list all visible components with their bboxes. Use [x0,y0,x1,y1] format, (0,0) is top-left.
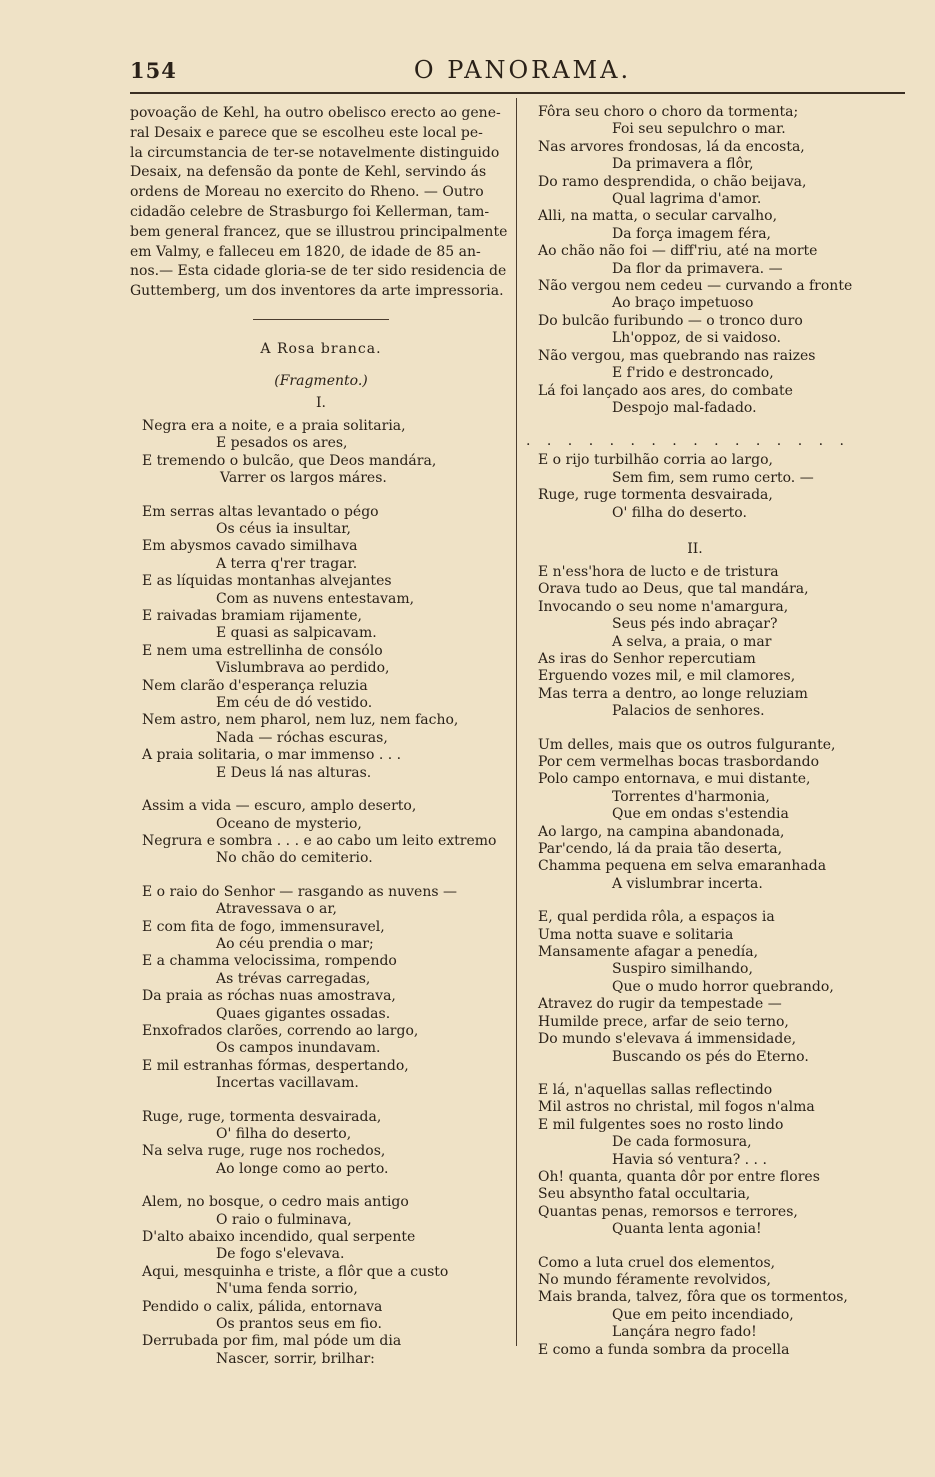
verse-line: Oceano de mysterio, [216,815,362,832]
section-numeral-2: II. [687,540,703,557]
verse-line: Seus pés indo abraçar? [612,616,778,633]
verse-line: D'alto abaixo incendido, qual serpente [142,1229,416,1246]
prose-line: bem general francez, que se illustrou principalmente [130,223,508,240]
verse-line: E Deus lá nas alturas. [216,764,372,781]
stanza [130,884,512,1093]
verse-line: As trévas carregadas, [216,970,371,987]
verse-line: Pendido o calix, pálida, entornava [142,1298,383,1315]
verse-line: Em abysmos cavado similhava [142,538,358,555]
stanza [130,504,512,783]
verse-line: Alem, no bosque, o cedro mais antigo [142,1194,409,1211]
verse-line: Enxofrados clarões, correndo ao largo, [142,1022,419,1039]
verse-line: Buscando os pés do Eterno. [612,1048,809,1065]
verse-line: E lá, n'aquellas sallas reflectindo [538,1081,773,1098]
right-column [526,104,864,1375]
verse-line: Negra era a noite, e a praia solitaria, [142,417,406,434]
verse-line: N'uma fenda sorrio, [216,1281,358,1298]
verse-line: Par'cendo, lá da praia tão deserta, [538,841,783,858]
verse-line: Oh! quanta, quanta dôr por entre flores [538,1168,820,1185]
verse-line: Polo campo entornava, e mui distante, [538,771,811,788]
page-number: 154 [130,58,177,83]
prose-line: ral Desaix e parece que se escolheu este local pe- [130,124,483,141]
journal-title: O PANORAMA. [413,56,632,84]
verse-line: Um delles, mais que os outros fulgurante, [538,736,836,753]
verse-line: E com fita de fogo, immensuravel, [142,918,385,935]
stanza [526,104,864,417]
verse-line: Humilde prece, arfar de seio terno, [538,1013,789,1030]
verse-line: No mundo féramente revolvidos, [538,1271,771,1288]
verse-line: No chão do cemiterio. [216,850,373,867]
verse-line: Invocando o seu nome n'amargura, [538,598,789,615]
verse-line: E o raio do Senhor — rasgando as nuvens — [142,883,457,900]
verse-line: Quanta lenta agonia! [612,1221,762,1238]
poem-title: A Rosa branca. [260,340,382,357]
verse-line: E raivadas bramiam rijamente, [142,608,363,625]
verse-line: Ao braço impetuoso [612,295,754,312]
verse-line: E mil fulgentes soes no rosto lindo [538,1116,784,1133]
poem-stanzas-right-b [526,452,864,522]
verse-line: A praia solitaria, o mar immenso . . . [142,747,402,764]
verse-line: Quaes gigantes ossadas. [216,1005,391,1022]
verse-line: Nem clarão d'esperança reluzia [142,677,368,694]
verse-line: A terra q'rer tragar. [216,555,358,572]
prose-line: em Valmy, e falleceu em 1820, de idade de 85 an- [130,243,481,260]
verse-line: Em céu de dó vestido. [216,695,373,712]
verse-line: Lh'oppoz, de si vaidoso. [612,330,781,347]
verse-line: Derrubada por fim, mal póde um dia [142,1333,402,1350]
verse-line: Da primavera a flôr, [612,156,754,173]
verse-line: Qual lagrima d'amor. [612,191,762,208]
verse-line: Que o mudo horror quebrando, [612,978,834,995]
verse-line: Como a luta cruel dos elementos, [538,1254,776,1271]
verse-line: E o rijo turbilhão corria ao largo, [538,452,773,469]
verse-line: Atravessava o ar, [216,901,337,918]
verse-line: Lançára negro fado! [612,1324,757,1341]
verse-line: E como a funda sombra da procella [538,1341,790,1358]
verse-line: De fogo s'elevava. [216,1246,345,1263]
verse-line: Nem astro, nem pharol, nem luz, nem facho, [142,712,459,729]
verse-line: E pesados os ares, [216,435,348,452]
verse-line: Assim a vida — escuro, amplo deserto, [142,798,417,815]
verse-line: Mansamente afagar a penedía, [538,944,759,961]
prose-line: ordens de Moreau no exercito do Rheno. — Outro [130,184,484,201]
verse-line: Da força imagem féra, [612,225,771,242]
verse-line: Erguendo vozes mil, e mil clamores, [538,668,796,685]
verse-line: Na selva ruge, ruge nos rochedos, [142,1143,386,1160]
verse-line: Lá foi lançado aos ares, do combate [538,382,793,399]
verse-line: O' filha do deserto. [612,504,747,521]
verse-line: Os prantos seus em fio. [216,1316,382,1333]
verse-line: Com as nuvens entestavam, [216,590,415,607]
verse-line: Aqui, mesquinha e triste, a flôr que a custo [142,1263,449,1280]
verse-line: Ao céu prendia o mar; [216,935,374,952]
verse-line: O' filha do deserto, [216,1126,352,1142]
verse-line: Quantas penas, remorsos e terrores, [538,1203,798,1220]
stanza [526,1255,864,1359]
stanza [526,737,864,894]
verse-line: O raio o fulminava, [216,1211,352,1228]
poem-stanzas-right-a [526,104,864,417]
verse-line: Ao longe como ao perto. [216,1160,389,1177]
verse-line: Nas arvores frondosas, lá da encosta, [538,138,805,155]
verse-line: Incertas vacillavam. [216,1075,359,1092]
stanza [130,798,512,868]
verse-line: Alli, na matta, o secular carvalho, [538,208,778,225]
stanza [130,418,512,488]
verse-line: Ruge, ruge tormenta desvairada, [538,487,773,504]
verse-line: Da praia as róchas nuas amostrava, [142,988,396,1005]
verse-line: Havia só ventura? . . . [612,1151,767,1168]
verse-line: Os céus ia insultar, [216,521,351,537]
section-numeral-1: I. [316,394,326,411]
verse-line: Que em ondas s'estendia [612,806,789,823]
poem-stanzas-right-c [526,564,864,1359]
verse-line: Do ramo desprendida, o chão beijava, [538,173,807,190]
verse-line: Palacios de senhores. [612,703,765,720]
left-column [130,104,512,1384]
verse-line: Uma notta suave e solitaria [538,926,734,943]
verse-line: Não vergou, mas quebrando nas raizes [538,347,816,364]
verse-line: E n'ess'hora de lucto e de tristura [538,563,779,580]
section-separator [253,319,389,320]
verse-line: Em serras altas levantado o pégo [142,503,379,520]
verse-line: As iras do Senhor repercutiam [538,650,756,667]
prose-line: cidadão celebre de Strasburgo foi Kellerman, tam- [130,203,490,220]
verse-line: Mais branda, talvez, fôra que os tormentos, [538,1289,848,1306]
verse-line: Do mundo s'elevava á immensidade, [538,1031,797,1048]
verse-line: Seu absyntho fatal occultaria, [538,1186,751,1203]
verse-line: Que em peito incendiado, [612,1306,794,1323]
verse-line: Ruge, ruge, tormenta desvairada, [142,1108,382,1125]
verse-line: Varrer os largos máres. [220,470,387,487]
verse-line: Nascer, sorrir, brilhar: [216,1350,375,1367]
verse-line: Chamma pequena em selva emaranhada [538,858,827,875]
verse-line: A vislumbrar incerta. [612,875,763,892]
stanza [526,1082,864,1239]
stanza [130,1109,512,1179]
stanza [526,564,864,721]
verse-line: Do bulcão furibundo — o tronco duro [538,312,803,329]
prose-line: la circumstancia de ter-se notavelmente distinguido [130,144,500,161]
verse-line: Mil astros no christal, mil fogos n'alma [538,1099,815,1116]
verse-line: E nem uma estrellinha de consólo [142,642,383,659]
verse-line: Não vergou nem cedeu — curvando a fronte [538,278,853,295]
stanza [526,452,864,522]
verse-line: Despojo mal-fadado. [612,399,757,416]
poem-subtitle: (Fragmento.) [274,372,368,389]
verse-line: Por cem vermelhas bocas trasbordando [538,754,820,770]
verse-line: Suspiro similhando, [612,961,753,978]
poem-stanzas-left [130,418,512,1368]
prose-paragraph [130,104,512,302]
verse-line: E, qual perdida rôla, a espaços ia [538,909,775,926]
verse-line: E a chamma velocissima, rompendo [142,953,397,970]
verse-line: Ao largo, na campina abandonada, [538,823,785,840]
verse-line: De cada formosura, [612,1134,752,1151]
verse-line: E as líquidas montanhas alvejantes [142,573,392,590]
verse-line: Vislumbrava ao perdido, [216,660,390,677]
verse-line: Atravez do rugir da tempestade — [538,996,782,1013]
stanza [130,1194,512,1368]
verse-line: Torrentes d'harmonia, [612,788,770,805]
verse-line: Nada — róchas escuras, [216,729,388,746]
verse-line: Negrura e sombra . . . e ao cabo um leito extremo [142,832,497,849]
prose-line: Guttemberg, um dos inventores da arte impressoria. [130,283,504,300]
prose-line: Desaix, na defensão da ponte de Kehl, servindo ás [130,164,487,181]
verse-line: A selva, a praia, o mar [612,633,772,650]
stanza [526,909,864,1066]
verse-line: Ao chão não foi — diff'riu, até na morte [538,243,818,260]
verse-line: Fôra seu choro o choro da tormenta; [538,104,799,120]
prose-line: povoação de Kehl, ha outro obelisco erecto ao gene- [130,105,501,121]
column-divider [516,98,517,1346]
prose-line: nos.— Esta cidade gloria-se de ter sido residencia de [130,263,507,280]
verse-line: E mil estranhas fórmas, despertando, [142,1057,409,1074]
verse-line: Mas terra a dentro, ao longe reluziam [538,685,808,702]
ellipsis-row: . . . . . . . . . . . . . . . . [526,433,850,450]
verse-line: E tremendo o bulcão, que Deos mandára, [142,452,437,469]
verse-line: Orava tudo ao Deus, que tal mandára, [538,581,809,598]
header-rule [130,92,905,94]
verse-line: Os campos inundavam. [216,1040,381,1057]
verse-line: Foi seu sepulchro o mar. [612,121,786,138]
verse-line: E f'rido e destroncado, [612,365,774,382]
verse-line: E quasi as salpicavam. [216,625,377,642]
verse-line: Sem fim, sem rumo certo. — [612,469,814,486]
verse-line: Da flor da primavera. — [612,260,783,277]
